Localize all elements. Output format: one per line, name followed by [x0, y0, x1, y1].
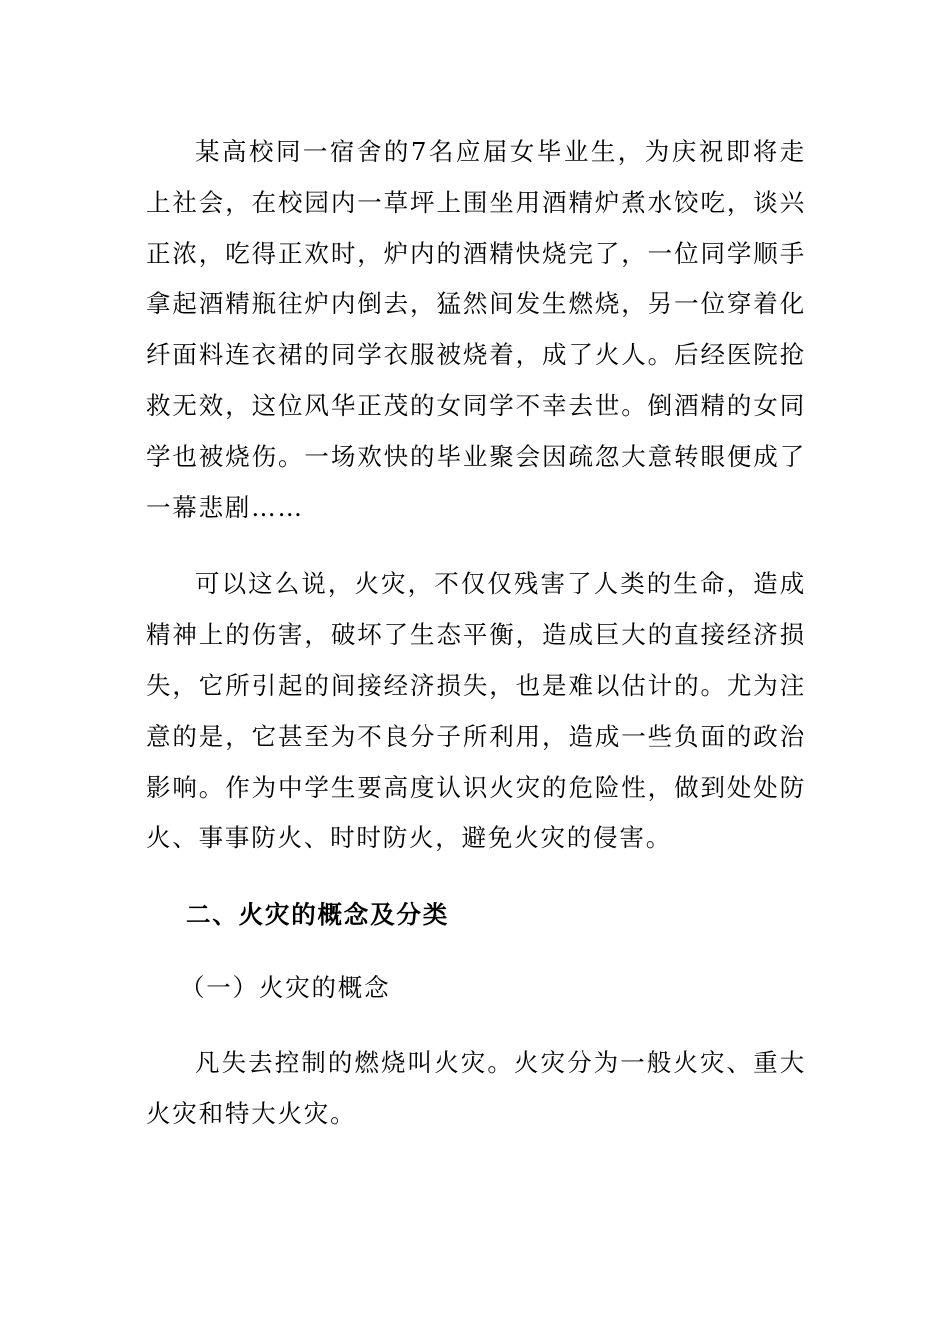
subsection-heading: （一）火灾的概念: [180, 972, 391, 1002]
document-body: [146, 127, 806, 1139]
paragraph-fire-harm: 可以这么说，火灾，不仅仅残害了人类的生命，造成精神上的伤害，破坏了生态平衡，造成巨大的直接经济损失，它所引起的间接经济损失，也是难以估计的。尤为注意的是，它甚至为不良分子所利用，造成一些负面的政治影响。作为中学生要高度认识火灾的危险性，做到处处防火、事事防火、时时防火，避免火灾的侵害。: [146, 569, 806, 853]
section-heading: 二、火灾的概念及分类: [186, 900, 449, 930]
paragraph-fire-definition: 凡失去控制的燃烧叫火灾。火灾分为一般火灾、重大火灾和特大火灾。: [146, 1047, 806, 1128]
paragraph-case-story: 某高校同一宿舍的7名应届女毕业生，为庆祝即将走上社会，在校园内一草坪上围坐用酒精炉煮水饺吃，谈兴正浓，吃得正欢时，炉内的酒精快烧完了，一位同学顺手拿起酒精瓶往炉内倒去，猛然间发生燃烧，另一位穿着化纤面料连衣裙的同学衣服被烧着，成了火人。后经医院抢救无效，这位风华正茂的女同学不幸去世。倒酒精的女同学也被烧伤。一场欢快的毕业聚会因疏忽大意转眼便成了一幕悲剧……: [146, 137, 806, 522]
